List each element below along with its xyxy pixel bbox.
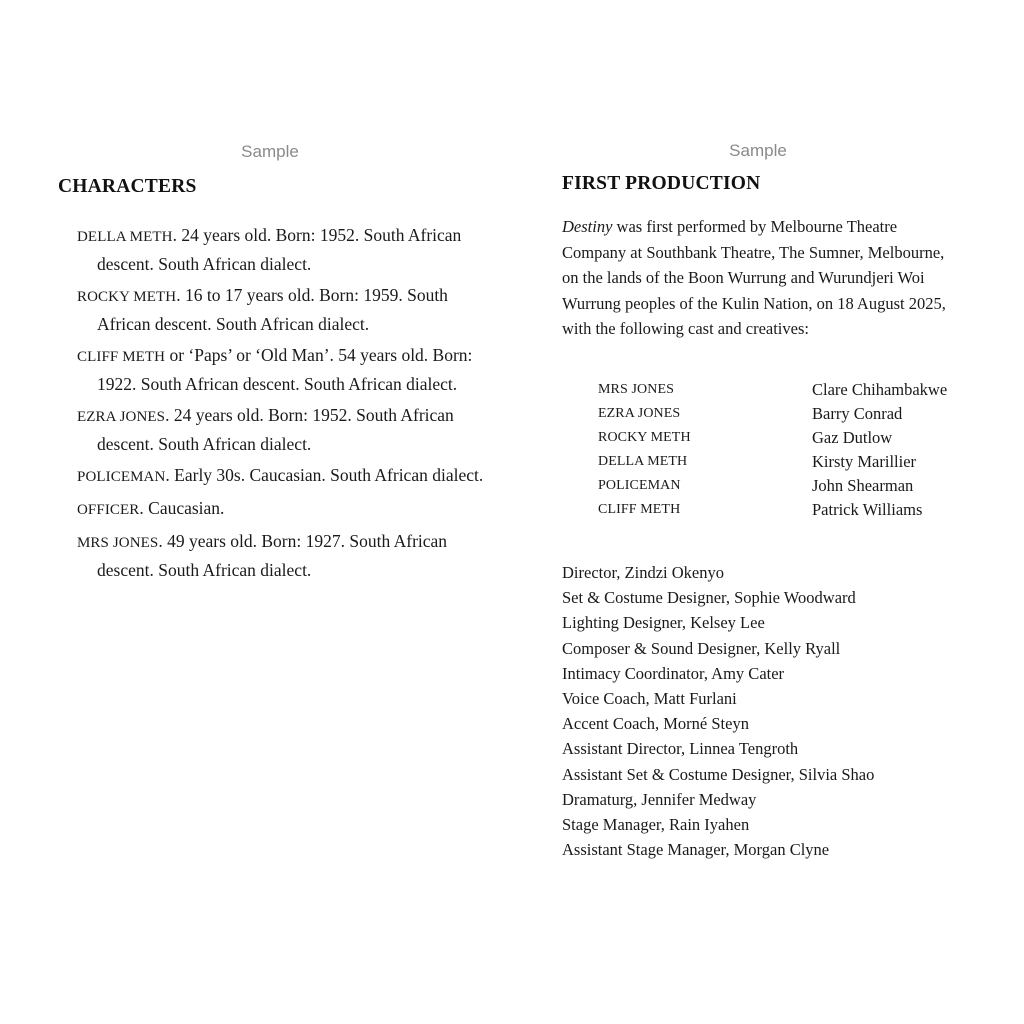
character-entry: [77, 402, 497, 458]
cast-role: ROCKY METH: [598, 430, 691, 445]
creative-credit: Director, Zindzi Okenyo: [562, 563, 724, 582]
production-intro: [562, 214, 962, 342]
character-entry: [77, 462, 497, 491]
creative-credit: Set & Costume Designer, Sophie Woodward: [562, 588, 856, 608]
cast-row: [598, 474, 970, 498]
character-description: . 49 years old. Born: 1927. South African descent. South African dialect.: [97, 531, 448, 580]
character-description: or ‘Paps’ or ‘Old Man’. 54 years old. Born: 1922. South African descent. South African dialect.: [97, 345, 473, 394]
cast-actor: Clare Chihambakwe: [812, 380, 948, 399]
production-intro-text: was first performed by Melbourne Theatre Company at Southbank Theatre, The Sumner, Melbourne, on the lands of the Boon Wurrung and Wurundjeri Woi Wurrung peoples of the Kulin Nation, on 18 August 2025, with the following cast and creatives:: [562, 217, 946, 338]
cast-actor: Barry Conrad: [812, 404, 903, 423]
cast-actor: Kirsty Marillier: [812, 452, 917, 471]
creative-credit: Voice Coach, Matt Furlani: [562, 689, 737, 709]
character-entry: [77, 222, 497, 278]
character-name: MRS JONES: [77, 535, 159, 551]
character-description: . 16 to 17 years old. Born: 1959. South African descent. South African dialect.: [97, 285, 448, 334]
character-description: . Early 30s. Caucasian. South African dialect.: [165, 465, 484, 485]
character-name: EZRA JONES: [77, 409, 166, 425]
sample-watermark: Sample: [729, 141, 787, 160]
first-production-heading: FIRST PRODUCTION: [562, 173, 761, 194]
character-description: . 24 years old. Born: 1952. South African descent. South African dialect.: [97, 225, 462, 274]
cast-actor: Gaz Dutlow: [812, 428, 893, 447]
character-name: ROCKY METH: [77, 289, 177, 305]
character-entry: [77, 528, 497, 584]
creative-credit: Stage Manager, Rain Iyahen: [562, 815, 750, 835]
creative-credit: Accent Coach, Morné Steyn: [562, 714, 749, 734]
cast-row: [598, 402, 970, 426]
cast-row: [598, 450, 970, 474]
character-entry: [77, 495, 497, 524]
characters-heading: CHARACTERS: [58, 176, 197, 197]
sample-watermark: Sample: [241, 142, 299, 161]
character-name: OFFICER: [77, 502, 140, 518]
cast-role: CLIFF METH: [598, 502, 681, 517]
cast-actor: John Shearman: [812, 476, 914, 495]
character-name: DELLA METH: [77, 229, 173, 245]
cast-row: [598, 498, 970, 522]
character-name: CLIFF METH: [77, 349, 166, 365]
cast-role: DELLA METH: [598, 454, 688, 469]
cast-role: MRS JONES: [598, 382, 674, 397]
character-description: . 24 years old. Born: 1952. South African descent. South African dialect.: [97, 405, 454, 454]
cast-row: [598, 426, 970, 450]
character-description: . Caucasian.: [139, 498, 225, 518]
creative-credit: Assistant Stage Manager, Morgan Clyne: [562, 840, 830, 860]
cast-table: [598, 378, 970, 522]
cast-actor: Patrick Williams: [812, 500, 923, 519]
creative-credit: Assistant Director, Linnea Tengroth: [562, 739, 799, 759]
creatives-list: [562, 560, 874, 862]
cast-role: EZRA JONES: [598, 406, 681, 421]
creative-credit: Composer & Sound Designer, Kelly Ryall: [562, 638, 841, 658]
character-entry: [77, 342, 497, 398]
creative-credit: Assistant Set & Costume Designer, Silvia Shao: [562, 764, 875, 784]
creative-credit: Intimacy Coordinator, Amy Cater: [562, 663, 785, 683]
creative-credit: Dramaturg, Jennifer Medway: [562, 789, 757, 809]
creative-credit: Lighting Designer, Kelsey Lee: [562, 613, 765, 633]
right-page: [512, 0, 1024, 1024]
cast-role: POLICEMAN: [598, 478, 681, 493]
play-title: Destiny: [562, 217, 613, 236]
character-name: POLICEMAN: [77, 469, 166, 485]
character-entry: [77, 282, 497, 338]
cast-row: [598, 378, 970, 402]
characters-list: [77, 222, 497, 588]
